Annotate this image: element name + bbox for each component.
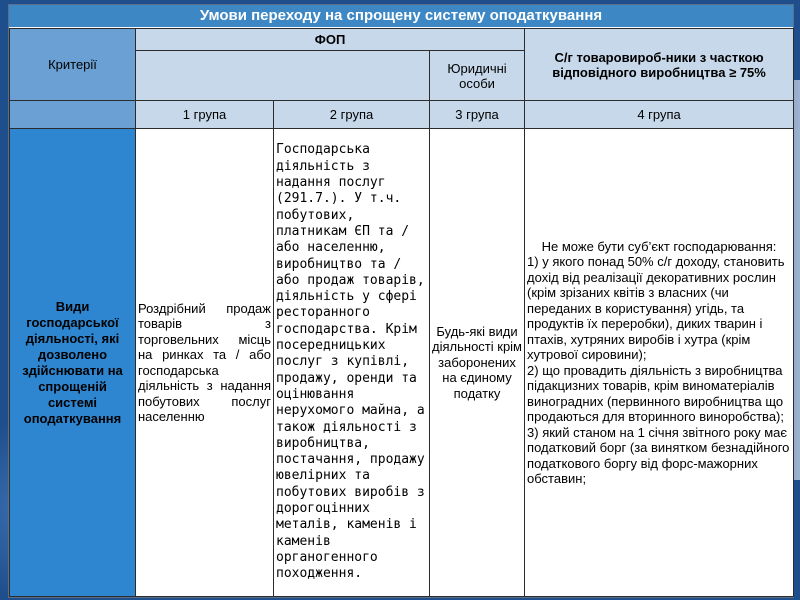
group-3-activities: Будь-які види діяльності крім заборонених на єдиному податку	[430, 129, 525, 597]
activity-types-label: Види господарської діяльності, які дозволено здійснювати на спрощеній системі оподаткування	[10, 129, 136, 597]
fop-empty-cell	[136, 51, 430, 101]
group-4-item: 2) що провадить діяльність з виробництва підакцизних товарів, крім виноматеріалів виноградних (первинного виробництва що продаються для вторинного виноробства);	[527, 362, 784, 424]
agri-header: С/г товаровироб-ники з часткою відповідного виробництва ≥ 75%	[525, 29, 794, 101]
taxation-conditions-table	[9, 28, 794, 597]
slide-table-frame	[8, 4, 794, 598]
group-1-header: 1 група	[136, 101, 274, 129]
criteria-empty-cell	[10, 101, 136, 129]
group-3-header: 3 група	[430, 101, 525, 129]
group-1-activities: Роздрібний продаж товарів з торговельних місць на ринках та / або господарська діяльність з надання побутових послуг населенню	[136, 129, 274, 597]
legal-entities-header: Юридичні особи	[430, 51, 525, 101]
fop-header: ФОП	[136, 29, 525, 51]
criteria-header: Критерії	[10, 29, 136, 101]
group-2-activities: Господарська діяльність з надання послуг (291.7.). У т.ч. побутових, платникам ЄП та / або населенню, виробництво та / або продаж товарів, діяльність у сфері ресторанного господарства. Крім посередницьких послуг з купівлі, продажу, оренди та оцінювання нерухомого майна, а також діяльності з виробництва, постачання, продажу ювелірних та побутових виробів з дорогоцінних металів, каменів і каменів органогенного походження.	[274, 129, 430, 597]
group-4-item: 1) у якого понад 50% с/г доходу, становить дохід від реалізації декоративних рослин (крім зрізаних квітів з власних (чи переданих в користування) угідь, та продуктів їх переробки), диких тварин і птахів, хутряних виробів і хутра (крім хутрової сировини);	[527, 254, 785, 362]
group-2-header: 2 група	[274, 101, 430, 129]
group-4-activities	[525, 129, 794, 597]
group-4-lead: Не може бути суб’єкт господарювання:	[541, 238, 777, 254]
group-4-item: 3) який станом на 1 січня звітного року має податковий борг (за винятком безнадійного податкового боргу від форс-мажорних обставин;	[527, 424, 790, 486]
table-title: Умови переходу на спрощену систему оподаткування	[9, 5, 793, 28]
group-4-header: 4 група	[525, 101, 794, 129]
